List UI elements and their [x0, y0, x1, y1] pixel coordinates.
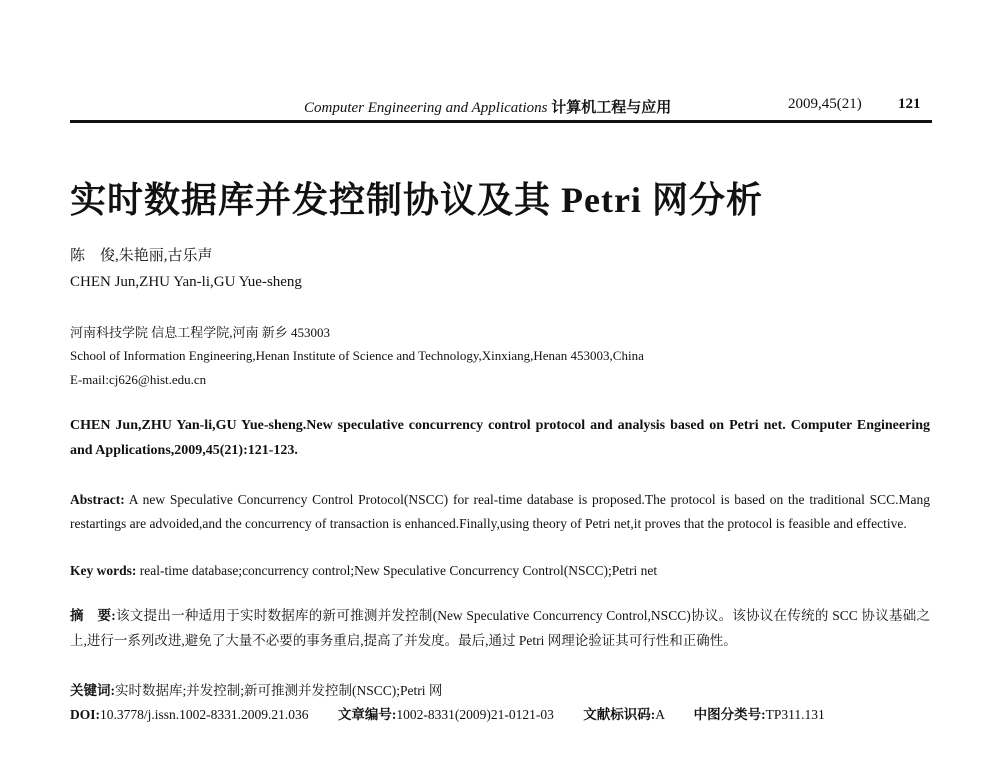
abstract-label: Abstract: [70, 492, 125, 507]
doc-code-value: A [655, 707, 665, 722]
keywords-text: real-time database;concurrency control;New Speculative Concurrency Control(NSCC);Petri net [139, 563, 658, 578]
abstract-en [70, 488, 930, 535]
abstract-cn-text: 该文提出一种适用于实时数据库的新可推测并发控制(New Speculative Concurrency Control,NSCC)协议。该协议在传统的 SCC 协议基础之上,进行一系列改进,避免了大量不必要的事务重启,提高了并发度。最后,通过 Petri 网理论验证其可行性和正确性。 [70, 608, 930, 648]
page-number: 121 [898, 96, 921, 112]
running-header [304, 96, 671, 117]
citation: CHEN Jun,ZHU Yan-li,GU Yue-sheng.New speculative concurrency control protocol and analysis based on Petri net. Computer Engineering and Applications,2009,45(21):121-123. [70, 418, 930, 458]
doc-code-label: 文献标识码: [583, 707, 656, 722]
clc-label: 中图分类号: [693, 707, 766, 722]
clc-value: TP311.131 [765, 707, 825, 722]
abstract-cn-label: 摘 要: [70, 608, 116, 623]
authors-en: CHEN Jun,ZHU Yan-li,GU Yue-sheng [70, 274, 302, 290]
keywords-cn-label: 关键词: [70, 683, 115, 698]
header-rule [70, 120, 932, 123]
keywords-cn-text: 实时数据库;并发控制;新可推测并发控制(NSCC);Petri 网 [115, 683, 443, 698]
affiliation-cn: 河南科技学院 信息工程学院,河南 新乡 453003 [70, 325, 331, 340]
abstract-cn [70, 603, 930, 653]
authors-cn: 陈 俊,朱艳丽,古乐声 [70, 248, 213, 264]
abstract-text: A new Speculative Concurrency Control Protocol(NSCC) for real-time database is proposed.The protocol is based on the traditional SCC.Mang restartings are advoided,and the concurrency of transaction is enhanced.Finally,using theory of Petri net,it proves that the protocol is feasible and effective. [70, 492, 930, 531]
keywords-cn [70, 679, 930, 703]
email: E-mail:cj626@hist.edu.cn [70, 372, 207, 387]
issue-info: 2009,45(21) [788, 96, 862, 112]
doi-line [70, 703, 825, 723]
keywords-en [70, 559, 930, 583]
paper-title: 实时数据库并发控制协议及其 Petri 网分析 [70, 180, 763, 220]
doi-label: DOI: [70, 707, 100, 722]
journal-name-en: Computer Engineering and Applications [304, 100, 548, 116]
article-no-label: 文章编号: [337, 707, 397, 722]
journal-name-cn: 计算机工程与应用 [551, 100, 672, 116]
doi-value: 10.3778/j.issn.1002-8331.2009.21.036 [100, 707, 309, 722]
article-no-value: 1002-8331(2009)21-0121-03 [396, 707, 554, 722]
keywords-label: Key words: [70, 563, 137, 578]
affiliation-en: School of Information Engineering,Henan Institute of Science and Technology,Xinxiang,Henan 453003,China [70, 348, 644, 363]
